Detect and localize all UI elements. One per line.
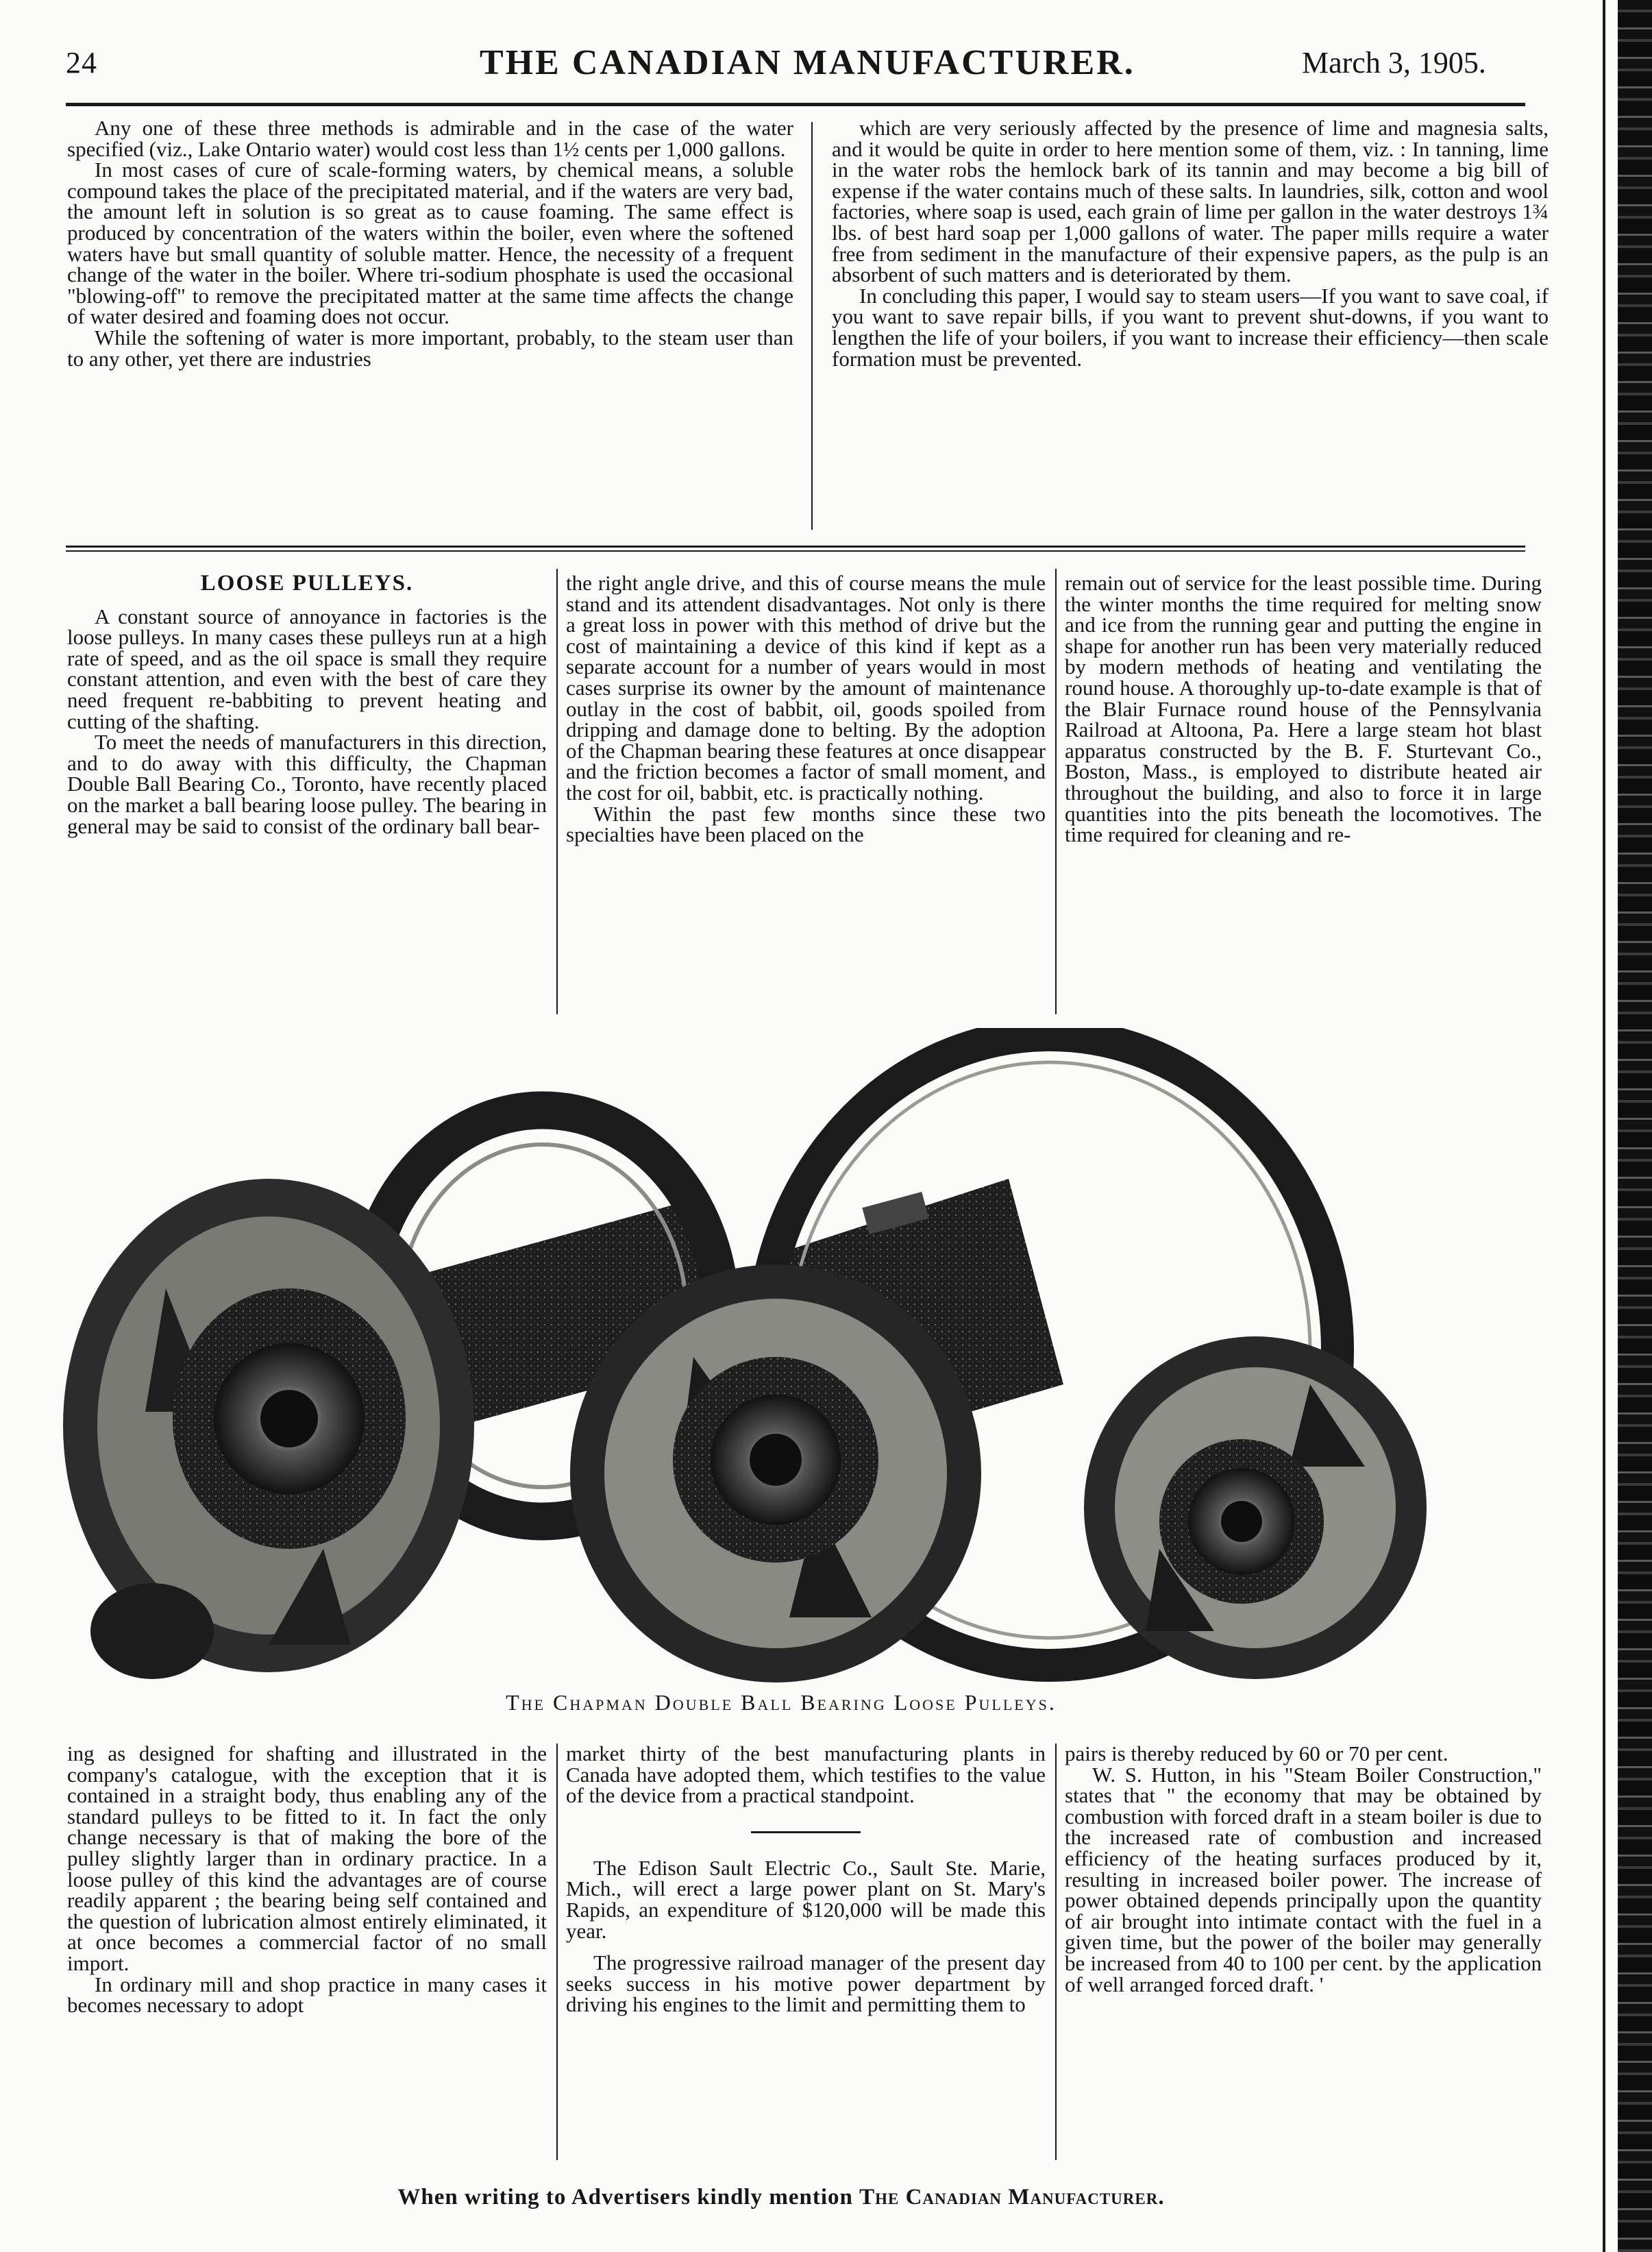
note-separator-rule [751, 1831, 861, 1833]
news-note: The Edison Sault Electric Co., Sault Ste. Marie, Mich., will erect a large power plant on St. Mary's Rapids, an expenditure of $120,000 will be made this year. [566, 1855, 1046, 1943]
footer-text: When writing to Advertisers kindly mention [397, 2185, 853, 2210]
paragraph: Within the past few months since these two specialties have been placed on the [566, 801, 1046, 847]
article-title: LOOSE PULLEYS. [200, 571, 414, 596]
paragraph: To meet the needs of manufacturers in this direction, and to do away with this difficulty, the Chapman Double Ball Bearing Co., Toronto, have recently placed on the market a ball bearing loose pulley. The bearing in general may be said to consist of the ordinary ball bear- [67, 730, 547, 838]
paragraph: A constant source of annoyance in factories is the loose pulleys. In many cases these pulleys run at a high rate of speed, and as the oil space is small they require constant attention, and even with the best of care they need frequent re-babbiting to prevent heating and cutting of the shafting. [67, 604, 547, 733]
page-edge-scan-artifact [1618, 0, 1652, 2252]
paragraph: In most cases of cure of scale-forming waters, by chemical means, a soluble compound takes the place of the precipitated material, and if the waters are very bad, the amount left in solution is so great as to cause foaming. The same effect is produced by concentration of the waters within the boiler, even where the softened waters have but small quantity of soluble matter. Hence, the necessity of a frequent change of the water in the boiler. Where tri-sodium phosphate is used the occasional "blowing-off" to remove the precipitated matter at the same time affects the change of water desired and foaming does not occur. [67, 158, 793, 329]
paragraph: In concluding this paper, I would say to steam users—If you want to save coal, if you want to save repair bills, if you want to prevent shut-downs, if you want to lengthen the life of your boilers, if you want to increase their efficiency—then scale formation must be prevented. [832, 283, 1549, 371]
paragraph: W. S. Hutton, in his "Steam Boiler Construction," states that " the economy that may be obtained by combustion with forced draft in a steam boiler is due to the increased rate of combustion and increased efficiency of the heating surfaces produced by it, resulting in increased boiler power. The increase of power obtained depends principally upon the quantity of air brought into intimate contact with the fuel in a given time, but the power of the boiler may generally be increased from 40 to 100 per cent. by the application of well arranged forced draft. ' [1065, 1762, 1542, 1996]
column-divider [556, 569, 558, 1014]
news-note: The progressive railroad manager of the present day seeks success in his motive power department by driving his engines to the limit and permitting them to [566, 1950, 1046, 2017]
section-rule [66, 550, 1525, 552]
pulleys-engraving [63, 1028, 1536, 1686]
paragraph: In ordinary mill and shop practice in many cases it becomes necessary to adopt [67, 1972, 547, 2018]
pulley-small-lower-left [90, 1583, 214, 1679]
page-number: 24 [66, 46, 97, 79]
paragraph: pairs is thereby reduced by 60 or 70 per cent. [1065, 1743, 1448, 1765]
article-lower-column-1 [67, 1743, 547, 2160]
article-lower-column-2 [566, 1743, 1046, 2160]
binding-line [1603, 0, 1605, 2252]
top-left-column [67, 118, 793, 533]
issue-date: March 3, 1905. [1302, 46, 1486, 79]
paragraph: market thirty of the best manufacturing plants in Canada have adopted them, which testifies to the value of the device from a practical standpoint. [566, 1743, 1046, 1808]
journal-title: THE CANADIAN MANUFACTURER. [480, 43, 1135, 82]
footer-publication: The Canadian Manufacturer. [859, 2185, 1165, 2210]
section-rule [66, 546, 1525, 548]
column-divider [1055, 1743, 1057, 2160]
column-divider [556, 1743, 558, 2160]
header-rule [66, 103, 1525, 106]
column-divider [811, 122, 813, 530]
article-upper-column-2 [566, 573, 1046, 1014]
top-right-column [832, 118, 1549, 533]
paragraph: Any one of these three methods is admirable and in the case of the water specified (viz., Lake Ontario water) would cost less than 1½ cents per 1,000 gallons. [67, 118, 793, 161]
article-upper-column-3 [1065, 573, 1542, 1014]
pulley-front-middle [570, 1264, 981, 1682]
paragraph: remain out of service for the least possible time. During the winter months the time required for melting snow and ice from the running gear and putting the engine in shape for another run has been very materially reduced by modern methods of heating and ventilating the round house. A thoroughly up-to-date example is that of the Blair Furnace round house of the Pennsylvania Railroad at Altoona, Pa. Here a large steam hot blast apparatus constructed by the B. F. Sturtevant Co., Boston, Mass., is employed to distribute heated air throughout the building, and also to force it in large quantities into the pits beneath the locomotives. The time required for cleaning and re- [1065, 573, 1542, 847]
figure-caption: The Chapman Double Ball Bearing Loose Pulleys. [506, 1690, 1057, 1715]
page-footer [137, 2185, 1425, 2210]
page-header [0, 0, 1652, 103]
paragraph: the right angle drive, and this of course means the mule stand and its attendent disadvantages. Not only is there a great loss in power with this method of drive but the cost of maintaining a device of this kind if kept as a separate account for a number of years would in most cases surprise its owner by the amount of maintenance outlay in the cost of babbit, oil, goods spoiled from dripping and damage done to belting. By the adoption of the Chapman bearing these features at once disappear and the friction becomes a factor of small moment, and the cost for oil, babbit, etc. is practically nothing. [566, 573, 1046, 805]
paragraph: ing as designed for shafting and illustrated in the company's catalogue, with the exception that it is contained in a straight body, thus enabling any of the standard pulleys to be fitted to it. In fact the only change necessary is that of making the bore of the pulley slightly larger than in ordinary practice. In a loose pulley of this kind the advantages are of course readily apparent ; the bearing being self contained and the question of lubrication almost entirely eliminated, it at once becomes a commercial factor of no small import. [67, 1743, 547, 1975]
article-lower-column-3 [1065, 1743, 1542, 2160]
paragraph: which are very seriously affected by the presence of lime and magnesia salts, and it would be quite in order to here mention some of them, viz. : In tanning, lime in the water robs the hemlock bark of its tannin and may become a big bill of expense if the water contains much of these salts. In laundries, silk, cotton and wool factories, where soap is used, each grain of lime per gallon in the water destroys 1¾ lbs. of best hard soap per 1,000 gallons of water. The paper mills require a water free from sediment in the manufacture of their expensive papers, as the pulp is an absorbent of such matters and is deteriorated by them. [832, 118, 1549, 287]
article-upper-column-1 [67, 569, 547, 1014]
pulley-front-right [1084, 1336, 1427, 1679]
paragraph: While the softening of water is more important, probably, to the steam user than to any other, yet there are industries [67, 325, 793, 371]
column-divider [1055, 569, 1057, 1014]
